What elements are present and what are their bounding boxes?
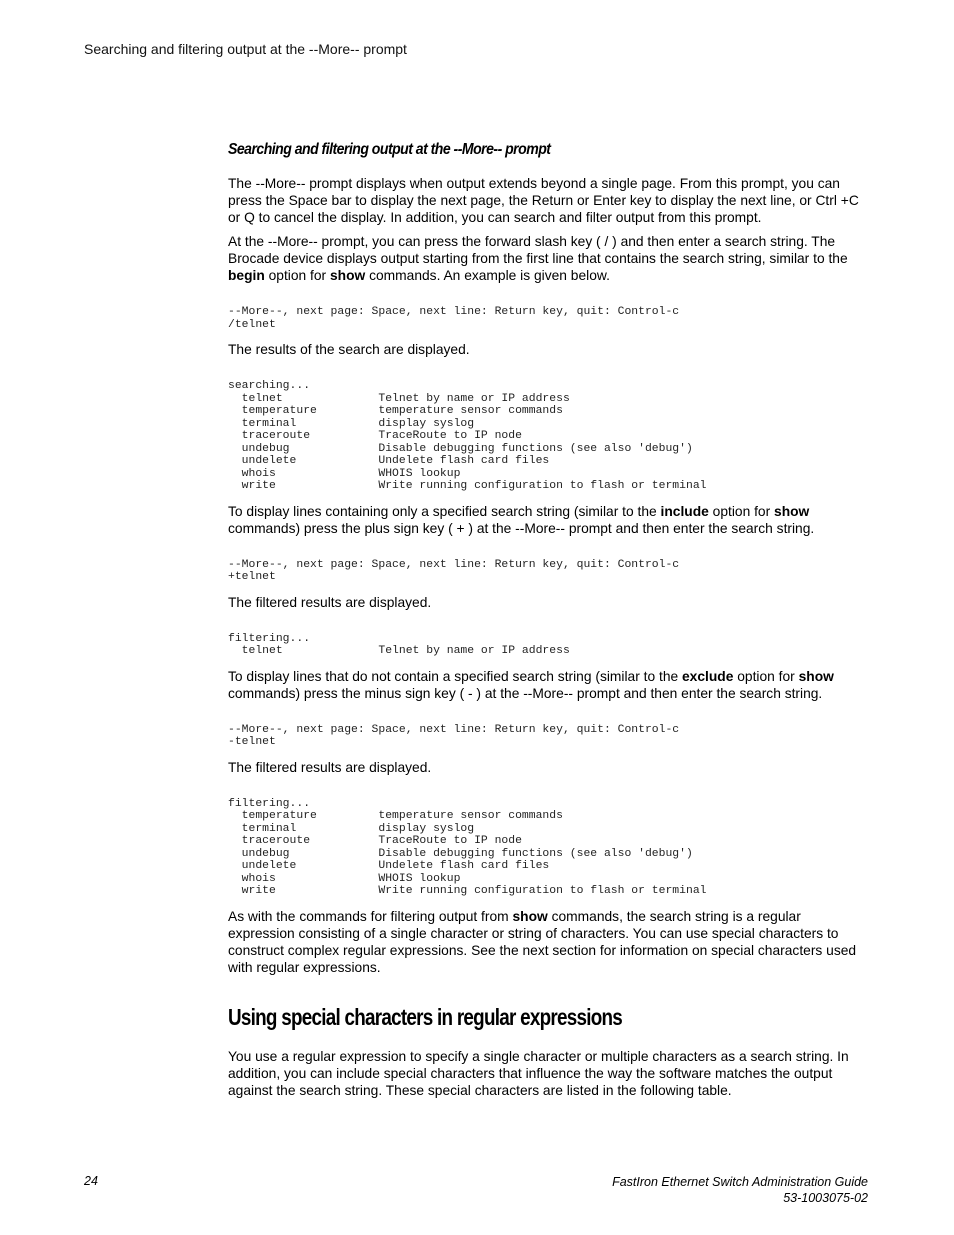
code-line: undebug Disable debugging functions (see also 'debug') [228, 847, 693, 860]
code-line: whois WHOIS lookup [228, 467, 461, 480]
paragraph-more-prompt-intro: The --More-- prompt displays when output extends beyond a single page. From this prompt, you can press the Space bar to display the next page, the Return or Enter key to display the next line, or Ctrl +C or Q to cancel the display. In addition, you can search and filter output from this prompt. [228, 176, 859, 225]
paragraph-include-results: The filtered results are displayed. [228, 594, 432, 610]
code-line: -telnet [228, 736, 276, 748]
paragraph-search-results: The results of the search are displayed. [228, 342, 470, 357]
code-block-search-prompt [228, 306, 868, 331]
code-line: /telnet [228, 318, 276, 331]
paragraph-regex-note: As with the commands for filtering output from show commands, the search string is a regular expression consisting of a single character or string of characters. You can use special characters to construct complex regular expressions. See the next section for information on special characters used with regular expressions. [228, 908, 857, 975]
code-line: undelete Undelete flash card files [228, 860, 550, 872]
keyword-exclude: exclude [682, 668, 734, 684]
paragraph-search-intro: At the --More-- prompt, you can press the forward slash key ( / ) and then enter a search string. The Brocade device displays output starting from the first line that contains the search string, similar to the begin option for show commands. An example is given below. [228, 234, 848, 283]
paragraph-exclude-results: The filtered results are displayed. [228, 759, 432, 775]
code-line: undebug Disable debugging functions (see also 'debug') [228, 442, 693, 455]
code-line: terminal display syslog [228, 822, 475, 835]
keyword-show: show [330, 268, 366, 283]
code-line: --More--, next page: Space, next line: Return key, quit: Control-c [228, 558, 680, 571]
code-block-exclude-output [228, 798, 868, 898]
paragraph-include-intro: To display lines containing only a specified search string (similar to the include option for show commands) press the plus sign key ( + ) at the --More-- prompt and then enter the search string. [228, 503, 815, 536]
code-block-search-output [228, 380, 868, 493]
code-line: traceroute TraceRoute to IP node [228, 835, 522, 847]
paragraph-regex-intro: You use a regular expression to specify a single character or multiple characters as a search string. In addition, you can include special characters that influence the way the software matches the output against the search string. These special characters are listed in the following table. [228, 1048, 849, 1098]
code-block-include-prompt [228, 559, 868, 584]
paragraph-exclude-intro: To display lines that do not contain a specified search string (similar to the exclude option for show commands) press the minus sign key ( - ) at the --More-- prompt and then enter the search string. [228, 668, 834, 701]
code-block-include-output [228, 633, 868, 658]
code-line: searching... [228, 380, 311, 392]
footer-doc-number: 53-1003075-02 [783, 1191, 868, 1205]
section-heading-special-characters: Using special characters in regular expressions [228, 1003, 623, 1030]
keyword-begin: begin [228, 268, 265, 283]
keyword-show: show [512, 908, 548, 924]
page-number: 24 [84, 1174, 98, 1188]
code-line: --More--, next page: Space, next line: Return key, quit: Control-c [228, 723, 680, 736]
code-line: traceroute TraceRoute to IP node [228, 430, 522, 442]
page-content [228, 141, 868, 1106]
code-line: whois WHOIS lookup [228, 872, 461, 885]
code-line: terminal display syslog [228, 417, 475, 430]
footer-doc-info [612, 1174, 868, 1206]
code-line: undelete Undelete flash card files [228, 455, 550, 467]
code-line: temperature temperature sensor commands [228, 405, 563, 417]
code-line: telnet Telnet by name or IP address [228, 392, 570, 405]
code-line: temperature temperature sensor commands [228, 810, 563, 822]
code-line: write Write running configuration to flash or terminal [228, 885, 707, 897]
code-line: --More--, next page: Space, next line: Return key, quit: Control-c [228, 306, 680, 318]
keyword-show: show [774, 503, 810, 519]
footer-doc-title: FastIron Ethernet Switch Administration Guide [612, 1175, 868, 1189]
code-line: +telnet [228, 571, 276, 583]
code-line: filtering... [228, 632, 311, 645]
code-line: write Write running configuration to flash or terminal [228, 480, 707, 492]
running-header: Searching and filtering output at the --More-- prompt [84, 41, 407, 57]
code-block-exclude-prompt [228, 724, 868, 749]
keyword-show: show [798, 668, 834, 684]
keyword-include: include [660, 503, 709, 519]
section-title: Searching and filtering output at the --More-- prompt [228, 141, 551, 158]
code-line: telnet Telnet by name or IP address [228, 645, 570, 657]
code-line: filtering... [228, 797, 311, 810]
